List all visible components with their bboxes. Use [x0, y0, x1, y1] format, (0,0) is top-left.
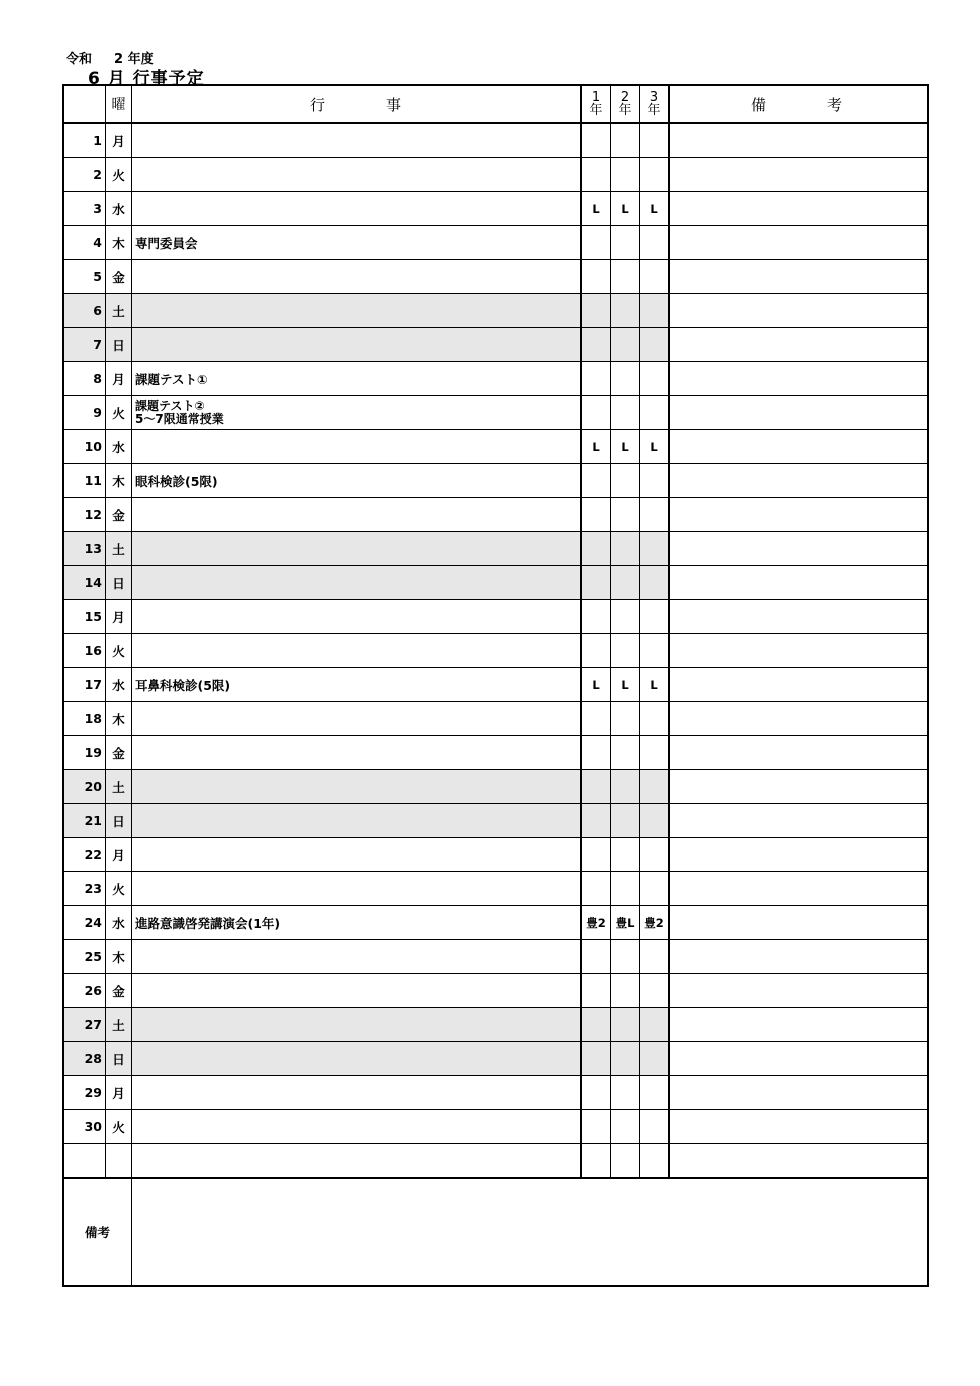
grade3-cell [640, 294, 670, 328]
schedule-row [63, 192, 928, 226]
grade2-header: 2 年 [611, 85, 640, 123]
schedule-row [63, 294, 928, 328]
remarks-cell [669, 1144, 928, 1179]
event-cell [132, 804, 582, 838]
grade2-cell [611, 464, 640, 498]
grade3-cell: L [640, 430, 670, 464]
grade1-cell [581, 974, 611, 1008]
day-cell [63, 1144, 106, 1179]
grade1-cell [581, 362, 611, 396]
grade2-cell: L [611, 430, 640, 464]
schedule-row [63, 464, 928, 498]
day-cell: 15 [63, 600, 106, 634]
remarks-cell [669, 430, 928, 464]
grade1-cell [581, 123, 611, 158]
grade1-cell [581, 328, 611, 362]
grade1-cell [581, 566, 611, 600]
day-cell: 4 [63, 226, 106, 260]
grade3-cell [640, 362, 670, 396]
event-cell [132, 192, 582, 226]
grade2-cell: 豊L [611, 906, 640, 940]
event-cell [132, 1110, 582, 1144]
day-cell: 5 [63, 260, 106, 294]
event-cell [132, 702, 582, 736]
grade3-cell [640, 702, 670, 736]
notes-label: 備考 [63, 1178, 132, 1286]
schedule-row [63, 260, 928, 294]
event-cell [132, 872, 582, 906]
grade3-cell [640, 328, 670, 362]
day-cell: 26 [63, 974, 106, 1008]
remarks-cell [669, 1008, 928, 1042]
day-cell: 19 [63, 736, 106, 770]
event-cell [132, 123, 582, 158]
remarks-cell [669, 1076, 928, 1110]
weekday-cell: 木 [106, 226, 132, 260]
remarks-cell [669, 702, 928, 736]
schedule-row [63, 974, 928, 1008]
day-cell: 12 [63, 498, 106, 532]
grade1-cell [581, 940, 611, 974]
header-row [63, 85, 928, 123]
grade3-cell [640, 123, 670, 158]
grade2-cell [611, 328, 640, 362]
event-cell [132, 1144, 582, 1179]
remarks-cell [669, 1042, 928, 1076]
page-title: 6 月 行事予定 [88, 69, 205, 89]
remarks-cell [669, 226, 928, 260]
weekday-cell: 土 [106, 1008, 132, 1042]
remarks-cell [669, 634, 928, 668]
weekday-cell: 月 [106, 838, 132, 872]
grade3-cell [640, 600, 670, 634]
weekday-cell: 土 [106, 294, 132, 328]
grade2-cell [611, 770, 640, 804]
remarks-cell [669, 328, 928, 362]
grade3-cell [640, 1042, 670, 1076]
day-cell: 8 [63, 362, 106, 396]
day-cell: 21 [63, 804, 106, 838]
grade3-cell [640, 498, 670, 532]
weekday-cell [106, 1144, 132, 1179]
weekday-cell: 水 [106, 430, 132, 464]
events-header: 行 事 [132, 85, 582, 123]
grade2-cell [611, 1144, 640, 1179]
remarks-cell [669, 906, 928, 940]
schedule-row [63, 668, 928, 702]
schedule-row [63, 1042, 928, 1076]
weekday-cell: 金 [106, 736, 132, 770]
grade3-cell [640, 1008, 670, 1042]
event-cell [132, 1076, 582, 1110]
remarks-cell [669, 158, 928, 192]
grade2-cell [611, 226, 640, 260]
schedule-row [63, 1008, 928, 1042]
remarks-header: 備 考 [669, 85, 928, 123]
weekday-cell: 日 [106, 804, 132, 838]
day-cell: 25 [63, 940, 106, 974]
event-line-1: 課題テスト② [135, 398, 205, 413]
grade3-cell [640, 634, 670, 668]
schedule-row [63, 123, 928, 158]
grade2-cell [611, 396, 640, 430]
grade1-cell [581, 600, 611, 634]
grade2-cell [611, 804, 640, 838]
year-number: 2 [114, 52, 124, 67]
event-cell [132, 566, 582, 600]
grade2-cell [611, 362, 640, 396]
grade1-cell: L [581, 430, 611, 464]
era-name: 令和 [66, 52, 93, 67]
event-cell [132, 294, 582, 328]
schedule-row [63, 1144, 928, 1179]
event-cell [132, 634, 582, 668]
grade2-cell [611, 1042, 640, 1076]
schedule-row [63, 940, 928, 974]
grade2-cell [611, 498, 640, 532]
grade2-cell [611, 532, 640, 566]
remarks-cell [669, 736, 928, 770]
day-cell: 24 [63, 906, 106, 940]
grade2-cell [611, 974, 640, 1008]
schedule-row [63, 1076, 928, 1110]
grade1-cell: L [581, 668, 611, 702]
grade2-cell [611, 260, 640, 294]
event-cell [132, 1008, 582, 1042]
weekday-cell: 日 [106, 328, 132, 362]
grade3-cell [640, 532, 670, 566]
event-cell [132, 770, 582, 804]
grade3-cell [640, 158, 670, 192]
schedule-row [63, 532, 928, 566]
day-cell: 29 [63, 1076, 106, 1110]
weekday-cell: 水 [106, 668, 132, 702]
schedule-row [63, 770, 928, 804]
grade3-cell: L [640, 668, 670, 702]
grade2-cell [611, 294, 640, 328]
weekday-header: 曜 [106, 85, 132, 123]
schedule-row [63, 600, 928, 634]
grade3-cell [640, 260, 670, 294]
grade2-cell [611, 1110, 640, 1144]
event-cell [132, 736, 582, 770]
event-cell [132, 430, 582, 464]
day-cell: 28 [63, 1042, 106, 1076]
weekday-cell: 金 [106, 260, 132, 294]
grade2-cell: L [611, 668, 640, 702]
grade2-cell [611, 566, 640, 600]
grade1-cell [581, 1008, 611, 1042]
day-cell: 17 [63, 668, 106, 702]
event-cell [132, 260, 582, 294]
weekday-cell: 火 [106, 1110, 132, 1144]
grade3-cell: L [640, 192, 670, 226]
schedule-row [63, 634, 928, 668]
schedule-row [63, 396, 928, 430]
day-cell: 10 [63, 430, 106, 464]
weekday-cell: 月 [106, 600, 132, 634]
year-suffix: 年度 [127, 52, 154, 67]
event-cell [132, 1042, 582, 1076]
remarks-cell [669, 260, 928, 294]
remarks-cell [669, 940, 928, 974]
day-header [63, 85, 106, 123]
remarks-cell [669, 668, 928, 702]
weekday-cell: 火 [106, 396, 132, 430]
grade1-cell [581, 804, 611, 838]
event-cell [132, 396, 582, 430]
schedule-row [63, 328, 928, 362]
schedule-row [63, 838, 928, 872]
grade3-cell: 豊2 [640, 906, 670, 940]
schedule-row [63, 804, 928, 838]
weekday-cell: 木 [106, 940, 132, 974]
schedule-row [63, 1110, 928, 1144]
event-cell: 耳鼻科検診(5限) [132, 668, 582, 702]
day-cell: 22 [63, 838, 106, 872]
weekday-cell: 日 [106, 566, 132, 600]
schedule-row [63, 498, 928, 532]
day-cell: 23 [63, 872, 106, 906]
weekday-cell: 月 [106, 123, 132, 158]
remarks-cell [669, 1110, 928, 1144]
grade3-cell [640, 940, 670, 974]
grade1-cell: 豊2 [581, 906, 611, 940]
day-cell: 11 [63, 464, 106, 498]
grade1-cell [581, 1042, 611, 1076]
schedule-row [63, 362, 928, 396]
remarks-cell [669, 600, 928, 634]
grade3-cell [640, 396, 670, 430]
schedule-row [63, 158, 928, 192]
grade1-cell [581, 294, 611, 328]
day-cell: 3 [63, 192, 106, 226]
grade1-cell [581, 532, 611, 566]
event-cell [132, 328, 582, 362]
remarks-cell [669, 498, 928, 532]
grade1-cell: L [581, 192, 611, 226]
notes-area [132, 1178, 929, 1286]
grade3-cell [640, 1110, 670, 1144]
weekday-cell: 木 [106, 464, 132, 498]
event-cell [132, 838, 582, 872]
weekday-cell: 木 [106, 702, 132, 736]
grade1-cell [581, 702, 611, 736]
grade1-cell [581, 226, 611, 260]
event-cell: 眼科検診(5限) [132, 464, 582, 498]
event-cell: 課題テスト① [132, 362, 582, 396]
grade3-cell [640, 1144, 670, 1179]
day-cell: 30 [63, 1110, 106, 1144]
grade1-cell [581, 872, 611, 906]
schedule-row [63, 226, 928, 260]
grade3-cell [640, 566, 670, 600]
day-cell: 2 [63, 158, 106, 192]
weekday-cell: 金 [106, 498, 132, 532]
remarks-cell [669, 804, 928, 838]
grade3-cell [640, 1076, 670, 1110]
grade1-cell [581, 498, 611, 532]
grade3-cell [640, 804, 670, 838]
day-cell: 27 [63, 1008, 106, 1042]
grade2-cell [611, 158, 640, 192]
grade1-header: 1 年 [581, 85, 611, 123]
event-cell: 進路意識啓発講演会(1年) [132, 906, 582, 940]
day-cell: 1 [63, 123, 106, 158]
remarks-cell [669, 362, 928, 396]
weekday-cell: 月 [106, 362, 132, 396]
grade2-cell [611, 702, 640, 736]
grade1-cell [581, 396, 611, 430]
grade2-cell [611, 1008, 640, 1042]
day-cell: 18 [63, 702, 106, 736]
day-cell: 6 [63, 294, 106, 328]
event-cell [132, 974, 582, 1008]
grade1-cell [581, 464, 611, 498]
grade3-cell [640, 872, 670, 906]
remarks-cell [669, 566, 928, 600]
schedule-table [62, 84, 929, 1287]
event-cell [132, 940, 582, 974]
weekday-cell: 水 [106, 906, 132, 940]
remarks-cell [669, 532, 928, 566]
remarks-cell [669, 464, 928, 498]
grade2-cell [611, 123, 640, 158]
grade3-cell [640, 974, 670, 1008]
grade1-cell [581, 1144, 611, 1179]
event-cell [132, 532, 582, 566]
weekday-cell: 火 [106, 872, 132, 906]
schedule-row [63, 430, 928, 464]
day-cell: 20 [63, 770, 106, 804]
weekday-cell: 日 [106, 1042, 132, 1076]
grade2-cell [611, 736, 640, 770]
grade1-cell [581, 158, 611, 192]
grade2-cell [611, 634, 640, 668]
schedule-row [63, 702, 928, 736]
grade2-cell [611, 600, 640, 634]
day-cell: 14 [63, 566, 106, 600]
remarks-cell [669, 838, 928, 872]
schedule-row [63, 566, 928, 600]
weekday-cell: 火 [106, 634, 132, 668]
grade1-cell [581, 1076, 611, 1110]
notes-row [63, 1178, 928, 1286]
remarks-cell [669, 770, 928, 804]
event-cell [132, 600, 582, 634]
remarks-cell [669, 872, 928, 906]
weekday-cell: 土 [106, 532, 132, 566]
event-cell [132, 498, 582, 532]
grade3-cell [640, 838, 670, 872]
schedule-row [63, 906, 928, 940]
weekday-cell: 水 [106, 192, 132, 226]
grade2-cell [611, 838, 640, 872]
weekday-cell: 火 [106, 158, 132, 192]
remarks-cell [669, 123, 928, 158]
grade1-cell [581, 260, 611, 294]
grade3-cell [640, 226, 670, 260]
grade1-cell [581, 736, 611, 770]
remarks-cell [669, 396, 928, 430]
day-cell: 7 [63, 328, 106, 362]
grade3-cell [640, 770, 670, 804]
grade1-cell [581, 770, 611, 804]
event-line-2: 5～7限通常授業 [135, 411, 224, 426]
grade2-cell [611, 1076, 640, 1110]
event-cell: 専門委員会 [132, 226, 582, 260]
grade1-cell [581, 838, 611, 872]
remarks-cell [669, 192, 928, 226]
remarks-cell [669, 294, 928, 328]
grade2-cell [611, 940, 640, 974]
grade3-cell [640, 736, 670, 770]
grade3-header: 3 年 [640, 85, 670, 123]
remarks-cell [669, 974, 928, 1008]
weekday-cell: 土 [106, 770, 132, 804]
day-cell: 9 [63, 396, 106, 430]
grade2-cell [611, 872, 640, 906]
weekday-cell: 月 [106, 1076, 132, 1110]
day-cell: 16 [63, 634, 106, 668]
grade2-cell: L [611, 192, 640, 226]
grade3-cell [640, 464, 670, 498]
schedule-row [63, 736, 928, 770]
schedule-row [63, 872, 928, 906]
grade1-cell [581, 634, 611, 668]
day-cell: 13 [63, 532, 106, 566]
weekday-cell: 金 [106, 974, 132, 1008]
grade1-cell [581, 1110, 611, 1144]
event-cell [132, 158, 582, 192]
